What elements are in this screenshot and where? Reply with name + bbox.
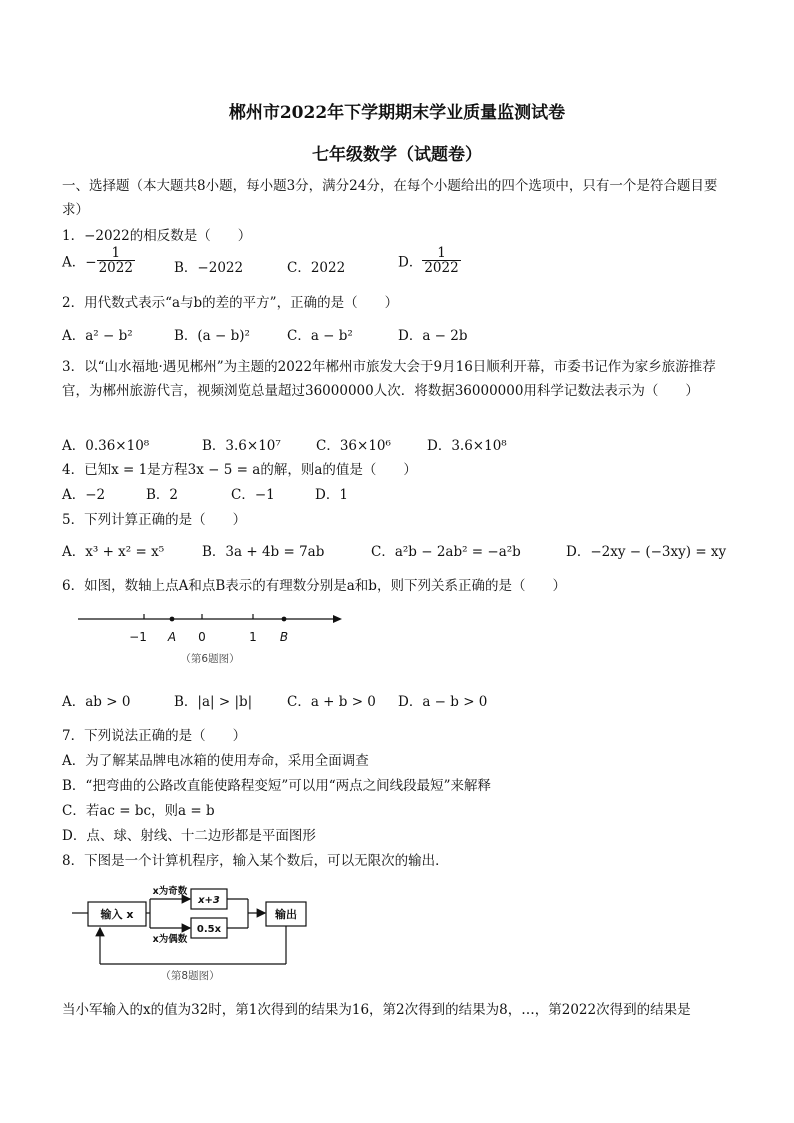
q5-stem: 5．下列计算正确的是（ ） (62, 512, 247, 528)
tick-label-neg1: −1 (129, 630, 147, 644)
plus-three-label: x+3 (198, 895, 220, 906)
q5-option-a: A．x³ + x² = x⁵ (62, 544, 165, 560)
q6-stem: 6．如图，数轴上点A和点B表示的有理数分别是a和b，则下列关系正确的是（ ） (62, 578, 566, 594)
tick-label-b: B (279, 630, 289, 644)
tick-label-1: 1 (249, 630, 257, 644)
exam-subtitle: 七年级数学（试题卷） (312, 145, 482, 165)
q4-option-b: B．2 (146, 487, 179, 503)
q5-option-c: C．a²b − 2ab² = −a²b (371, 544, 521, 560)
q7-option-d: D．点、球、射线、十二边形都是平面图形 (62, 828, 316, 844)
q2-stem: 2．用代数式表示“a与b的差的平方”，正确的是（ ） (62, 295, 399, 311)
q7-option-a: A．为了解某品牌电冰箱的使用寿命，采用全面调查 (62, 753, 369, 769)
fig6-caption: （第6题图） (180, 653, 240, 665)
q7-stem: 7．下列说法正确的是（ ） (62, 728, 247, 744)
output-box-label: 输出 (275, 908, 297, 921)
tick-label-0: 0 (198, 630, 206, 644)
q3-stem: 3．以“山水福地·遇见郴州”为主题的2022年郴州市旅发大会于9月16日顺利开幕，市委书记作为家乡旅游推荐官，为郴州旅游代言，视频浏览总量超过36000000人次．将数据36000000用科学记数法表示为（ ） (62, 359, 716, 399)
q8-stem: 8．下图是一个计算机程序，输入某个数后，可以无限次的输出． (62, 853, 449, 869)
q5-option-b: B．3a + 4b = 7ab (202, 544, 325, 560)
point-b (282, 617, 287, 622)
q4-stem: 4．已知x = 1是方程3x − 5 = a的解，则a的值是（ ） (62, 462, 417, 478)
section-intro: 一、选择题（本大题共8小题，每小题3分，满分24分，在每个小题给出的四个选项中，只有一个是符合题目要求） (62, 178, 718, 218)
q8-followup: 当小军输入的x的值为32时，第1次得到的结果为16，第2次得到的结果为8，…，第2022次得到的结果是 (62, 1002, 691, 1018)
q2-option-c: C．a − b² (287, 328, 353, 344)
q4-option-a: A．−2 (62, 487, 106, 503)
q5-option-d: D．−2xy − (−3xy) = xy (566, 544, 727, 560)
q2-option-d: D．a − 2b (398, 328, 468, 344)
even-branch-label: x为偶数 (152, 934, 188, 945)
q4-option-c: C．−1 (231, 487, 275, 503)
q1-option-a: A．− $\frac{1}{2022}$ (62, 245, 133, 276)
axis-arrow-icon (333, 615, 342, 623)
q2-option-a: A．a² − b² (62, 328, 133, 344)
q6-option-d: D．a − b > 0 (398, 694, 488, 710)
q1-stem: 1．−2022的相反数是（ ） (62, 228, 252, 244)
q6-option-a: A．ab > 0 (62, 694, 131, 710)
odd-branch-label: x为奇数 (152, 886, 188, 897)
q7-option-c: C．若ac = bc，则a = b (62, 803, 215, 819)
q1-option-d: D． $\frac{1}{2022}$ (398, 245, 459, 276)
q1-option-b: B．−2022 (174, 260, 244, 276)
program-flowchart (70, 880, 315, 984)
q3-option-a: A．0.36×10⁸ (62, 438, 150, 454)
half-label: 0.5x (196, 924, 222, 935)
q2-option-b: B．(a − b)² (174, 328, 250, 344)
q6-option-b: B．|a| > |b| (174, 694, 253, 710)
q7-option-b: B．“把弯曲的公路改直能使路程变短”可以用“两点之间线段最短”来解释 (62, 778, 492, 794)
q3-option-b: B．3.6×10⁷ (202, 438, 281, 454)
number-line-figure (72, 604, 362, 672)
tick-label-a: A (167, 630, 177, 644)
q6-option-c: C．a + b > 0 (287, 694, 376, 710)
point-a (170, 617, 175, 622)
input-box-label: 输入 x (100, 908, 134, 921)
q3-option-d: D．3.6×10⁸ (427, 438, 507, 454)
exam-title: 郴州市2022年下学期期末学业质量监测试卷 (228, 103, 566, 123)
q3-option-c: C．36×10⁶ (316, 438, 391, 454)
fig8-caption: （第8题图） (160, 970, 220, 982)
q1-option-c: C．2022 (287, 260, 346, 276)
q4-option-d: D．1 (315, 487, 348, 503)
